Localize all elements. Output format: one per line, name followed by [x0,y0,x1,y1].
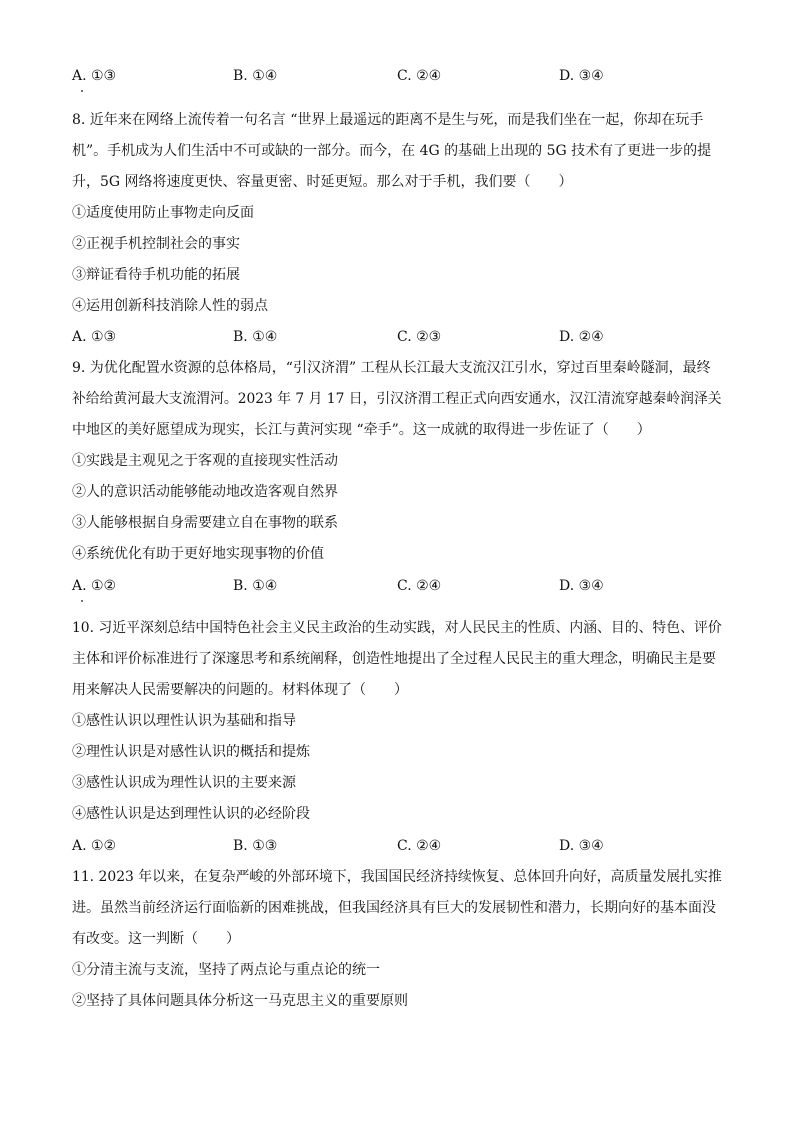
q9-item: ③人能够根据自身需要建立自在事物的联系 [72,515,338,531]
q8-stem-line: 机”。手机成为人们生活中不可或缺的一部分。而今，在 4G 的基础上出现的 5G 技术有了更进一步的提 [72,143,712,159]
q11-stem-line: 11. 2023 年以来，在复杂严峻的外部环境下，我国国民经济持续恢复、总体回升向好，高质量发展扎实推 [72,869,722,885]
q9-stem-line: 9. 为优化配置水资源的总体格局，“引汉济渭” 工程从长江最大支流汉江引水，穿过百里秦岭隧洞，最终 [72,360,711,376]
q8-item: ②正视手机控制社会的事实 [72,236,240,252]
q9-item: ②人的意识活动能够能动地改造客观自然界 [72,484,338,500]
q9-item: ①实践是主观见之于客观的直接现实性活动 [72,453,338,469]
q7-option-d: D. ③④ [559,68,604,84]
q8-item: ④运用创新科技消除人性的弱点 [72,298,268,314]
q10-option-b: B. ①③ [233,838,278,854]
q11-stem-line: 进。虽然当前经济运行面临新的困难挑战，但我国经济具有巨大的发展韧性和潜力，长期向好的基本面没 [72,900,716,916]
q10-option-a: A. ①② [72,838,117,854]
q9-option-b: B. ①④ [233,578,278,594]
decorative-dot [81,90,83,92]
q8-option-d: D. ②④ [559,329,604,345]
q8-item: ①适度使用防止事物走向反面 [72,205,254,221]
q11-item: ①分清主流与支流，坚持了两点论与重点论的统一 [72,962,380,978]
q11-item: ②坚持了具体问题具体分析这一马克思主义的重要原则 [72,993,408,1009]
q10-stem-line: 主体和评价标准进行了深邃思考和系统阐释，创造性地提出了全过程人民民主的重大理念，明确民主是要 [72,651,716,667]
decorative-dot [81,600,83,602]
q9-stem-line: 补给给黄河最大支流渭河。2023 年 7 月 17 日，引汉济渭工程正式向西安通水，汉江清流穿越秦岭润泽关 [72,391,722,407]
q9-item: ④系统优化有助于更好地实现事物的价值 [72,546,324,562]
q8-stem-line: 升，5G 网络将速度更快、容量更密、时延更短。那么对于手机，我们要（ ） [72,174,573,190]
q8-item: ③辩证看待手机功能的拓展 [72,267,240,283]
q10-item: ①感性认识以理性认识为基础和指导 [72,713,296,729]
q7-option-a: A. ①③ [72,68,117,84]
q9-option-d: D. ③④ [559,578,604,594]
q11-stem-line: 有改变。这一判断（ ） [72,931,240,947]
q10-options [72,836,722,856]
q10-option-c: C. ②④ [397,838,442,854]
q9-option-c: C. ②④ [397,578,442,594]
q10-stem-line: 10. 习近平深刻总结中国特色社会主义民主政治的生动实践，对人民民主的性质、内涵、目的、特色、评价 [72,620,722,636]
q10-item: ②理性认识是对感性认识的概括和提炼 [72,744,310,760]
q9-options [72,576,722,596]
q10-stem-line: 用来解决人民需要解决的问题的。材料体现了（ ） [72,682,408,698]
q10-item: ④感性认识是达到理性认识的必经阶段 [72,806,310,822]
q7-option-b: B. ①④ [233,68,278,84]
q8-option-c: C. ②③ [397,329,442,345]
q8-options [72,327,722,347]
q7-option-c: C. ②④ [397,68,442,84]
q9-stem-line: 中地区的美好愿望成为现实，长江与黄河实现 “牵手”。这一成就的取得进一步佐证了（ ） [72,422,651,438]
q8-option-a: A. ①③ [72,329,117,345]
q8-option-b: B. ①④ [233,329,278,345]
q8-stem-line: 8. 近年来在网络上流传着一句名言 “世界上最遥远的距离不是生与死，而是我们坐在一起，你却在玩手 [72,112,704,128]
q9-option-a: A. ①② [72,578,117,594]
q7-options [72,66,722,86]
q10-item: ③感性认识成为理性认识的主要来源 [72,775,296,791]
q10-option-d: D. ③④ [559,838,604,854]
